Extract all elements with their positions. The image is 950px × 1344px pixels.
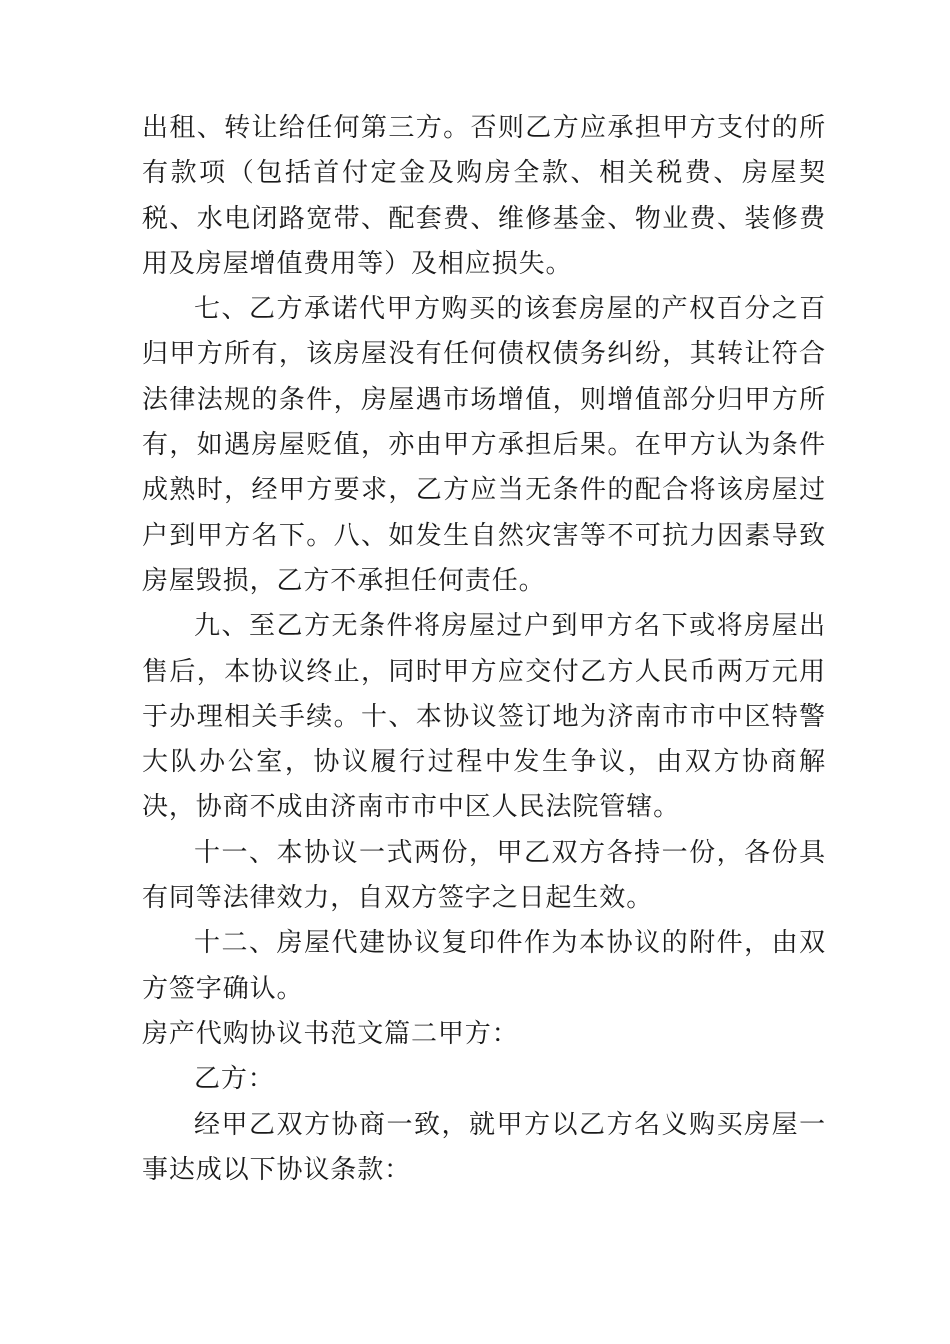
paragraph-clause-6-continuation: 出租、转让给任何第三方。否则乙方应承担甲方支付的所有款项（包括首付定金及购房全款、相关税费、房屋契税、水电闭路宽带、配套费、维修基金、物业费、装修费用及房屋增值费用等）及相应损失。	[142, 113, 826, 279]
document-body	[142, 106, 826, 1193]
paragraph-clause-11: 十一、本协议一式两份，甲乙双方各持一份，各份具有同等法律效力，自双方签字之日起生效。	[142, 837, 826, 914]
paragraph-clause-12: 十二、房屋代建协议复印件作为本协议的附件，由双方签字确认。	[142, 928, 826, 1004]
party-b-label: 乙方：	[194, 1064, 275, 1095]
section-heading-sample-two: 房产代购协议书范文篇二甲方：	[142, 1018, 519, 1049]
paragraph-clause-7-8: 七、乙方承诺代甲方购买的该套房屋的产权百分之百归甲方所有，该房屋没有任何债权债务纠纷，其转让符合法律法规的条件，房屋遇市场增值，则增值部分归甲方所有，如遇房屋贬值，亦由甲方承担后果。在甲方认为条件成熟时，经甲方要求，乙方应当无条件的配合将该房屋过户到甲方名下。八、如发生自然灾害等不可抗力因素导致房屋毁损，乙方不承担任何责任。	[142, 294, 826, 596]
paragraph-clause-9-10: 九、至乙方无条件将房屋过户到甲方名下或将房屋出售后，本协议终止，同时甲方应交付乙方人民币两万元用于办理相关手续。十、本协议签订地为济南市市中区特警大队办公室，协议履行过程中发生争议，由双方协商解决，协商不成由济南市市中区人民法院管辖。	[142, 611, 826, 823]
paragraph-agreement-intro: 经甲乙双方协商一致，就甲方以乙方名义购买房屋一事达成以下协议条款：	[142, 1109, 826, 1185]
